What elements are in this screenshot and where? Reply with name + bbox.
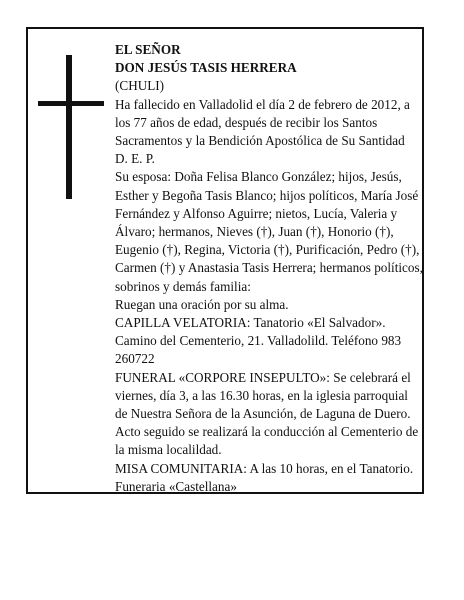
- death-announcement: Ha fallecido en Valladolid el día 2 de febrero de 2012, a los 77 años de edad, después de recibir los Santos Sacramentos y la Bendición Apostólica de Su Santidad: [115, 96, 410, 149]
- obituary-notice: [26, 27, 424, 494]
- obituary-text: [115, 41, 423, 496]
- funeral-info: FUNERAL «CORPORE INSEPULTO»: Se celebrará el viernes, día 3, a las 16.30 horas, en la iglesia parroquial de Nuestra Señora de la Asunción, de Laguna de Duero. Acto seguido se realizará la conducción al Cementerio de la misma localildad.: [115, 369, 419, 458]
- cross-horizontal-bar: [38, 101, 104, 106]
- funeral-home: Funeraria «Castellana»: [115, 478, 237, 494]
- title-line-1: EL SEÑOR: [115, 42, 181, 57]
- nickname: (CHULI): [115, 78, 165, 94]
- cross-vertical-bar: [66, 55, 72, 199]
- mass-info: MISA COMUNITARIA: A las 10 horas, en el Tanatorio.: [115, 460, 414, 476]
- rest-in-peace: D. E. P.: [115, 151, 155, 167]
- family-list: Su esposa: Doña Felisa Blanco González; hijos, Jesús, Esther y Begoña Tasis Blanco; hijos políticos, María José Fernández y Alfonso Aguirre; nietos, Lucía, Valeria y Álvaro; hermanos, Nieves (†), Juan (†), Honorio (†), Eugenio (†), Regina, Victoria (†), Purificación, Pedro (†), Carmen (†) y Anastasia Tasis Herrera; hermanos políticos, sobrinos y demás familia:: [115, 169, 423, 294]
- prayer-request: Ruegan una oración por su alma.: [115, 296, 289, 312]
- deceased-name: DON JESÚS TASIS HERRERA: [115, 60, 297, 76]
- chapel-info: CAPILLA VELATORIA: Tanatorio «El Salvador». Camino del Cementerio, 21. Valladolild. Teléfono 983 260722: [115, 315, 402, 367]
- cross-icon: [38, 55, 104, 199]
